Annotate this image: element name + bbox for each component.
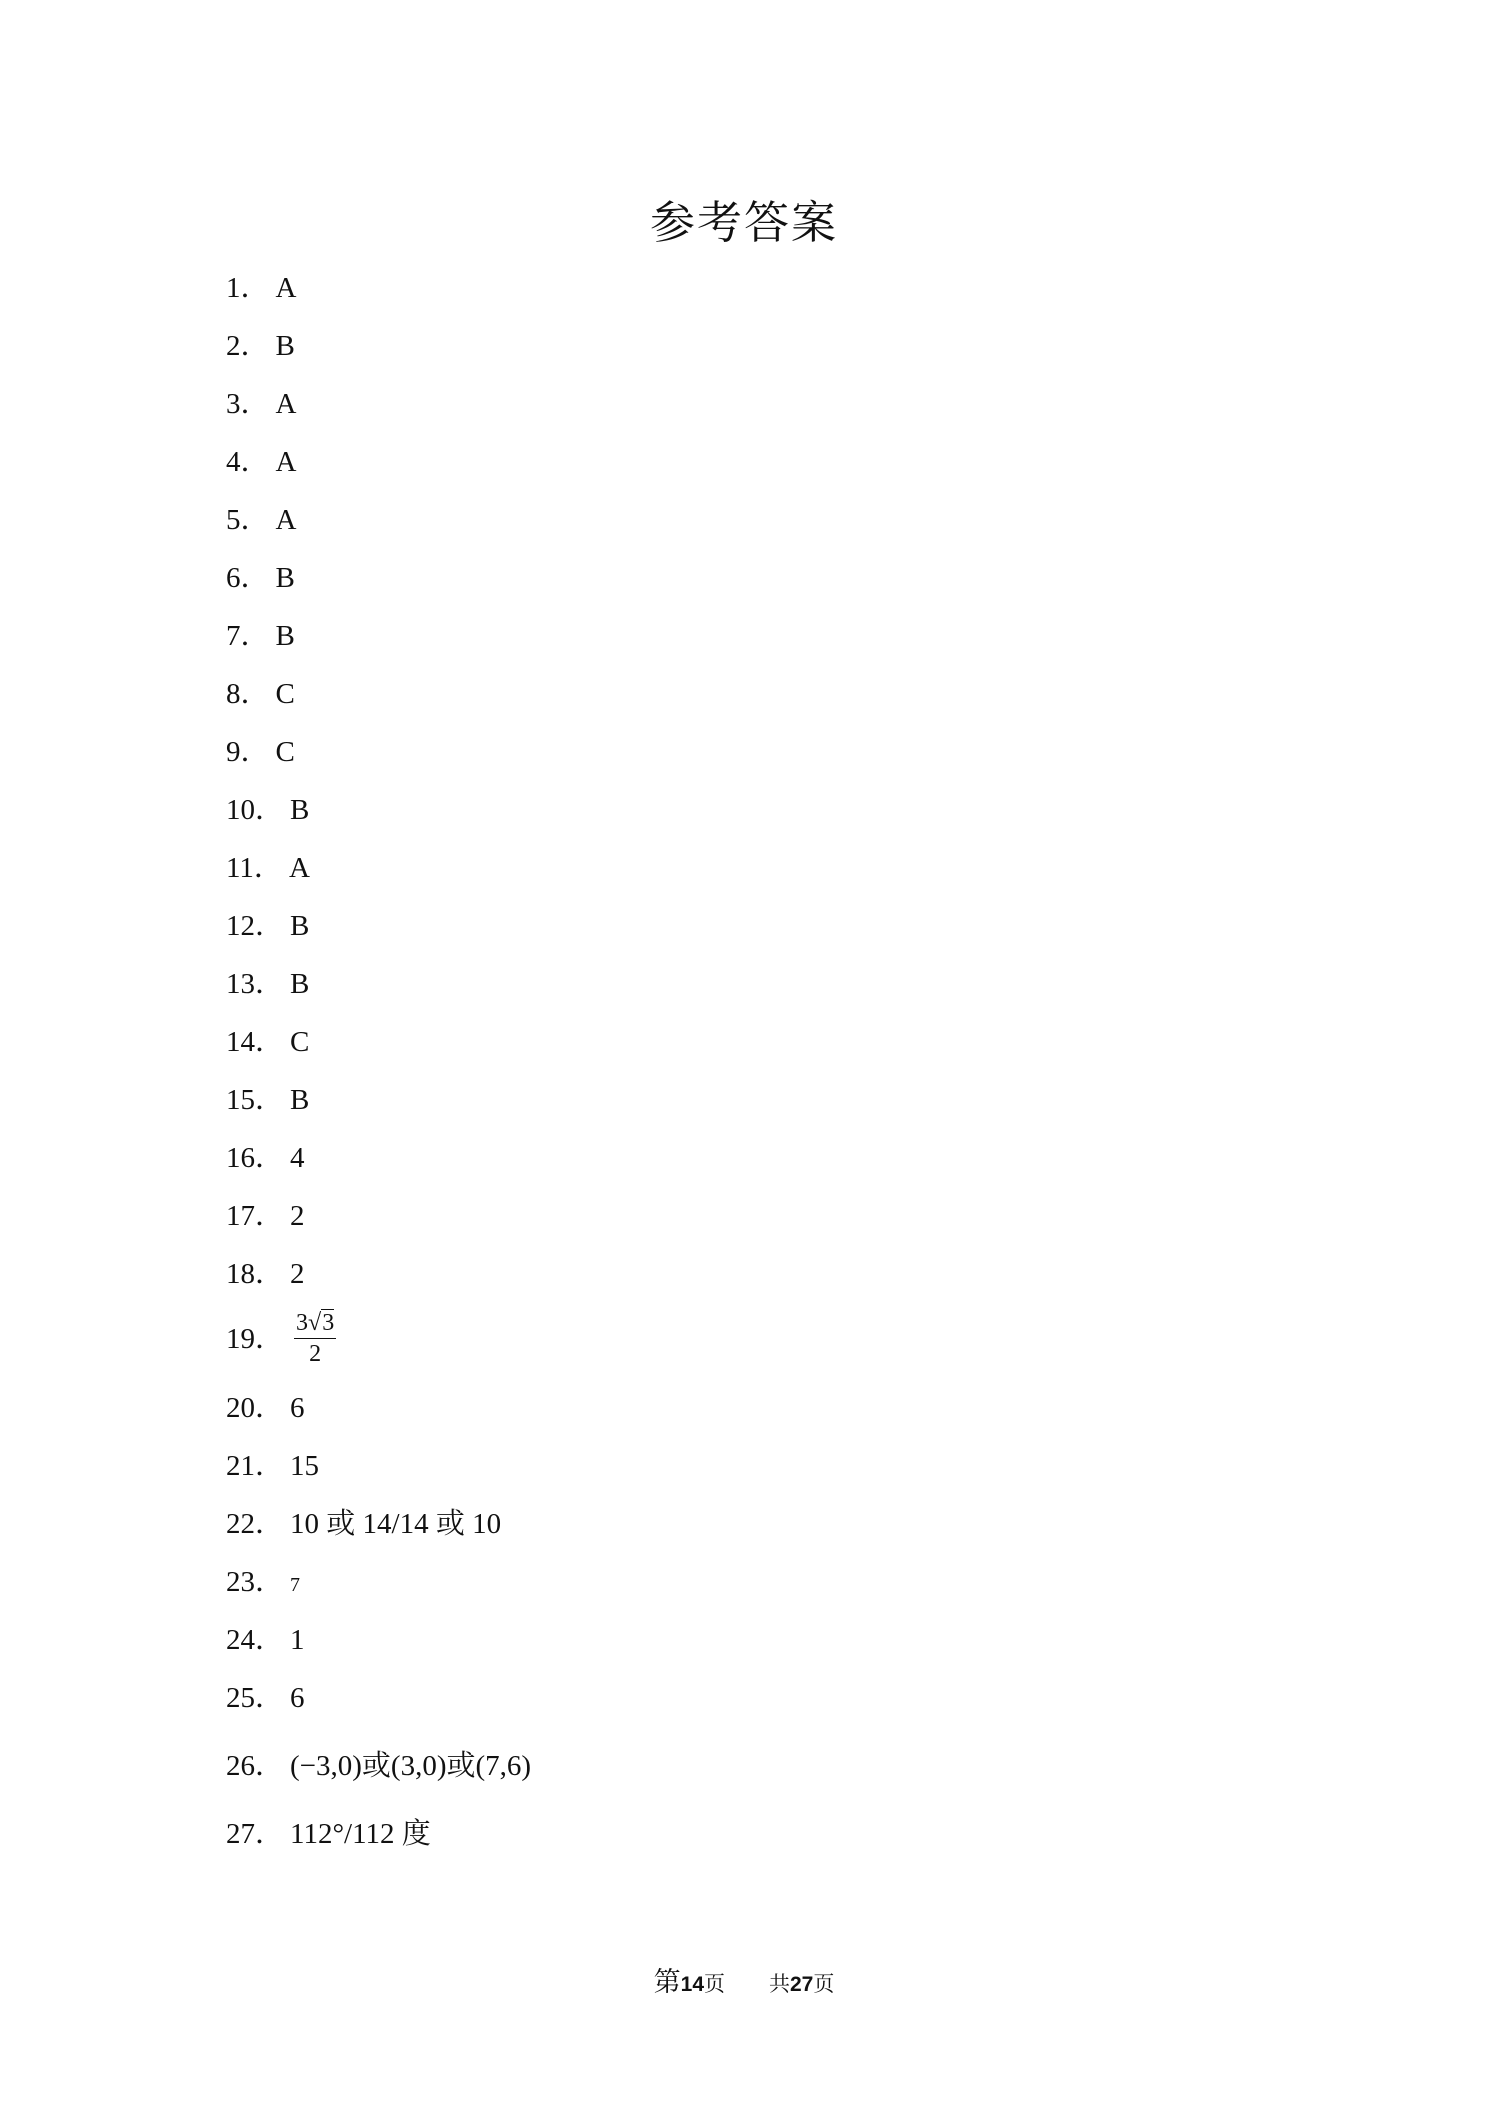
answer-item <box>226 910 309 942</box>
footer-total-pages: 27 <box>790 1973 814 1996</box>
answer-value: B <box>275 562 295 594</box>
answer-item <box>226 504 296 536</box>
answer-number: 5． <box>226 504 270 536</box>
fraction-denominator: 2 <box>309 1341 322 1367</box>
answer-value: 7 <box>290 1574 301 1596</box>
answer-item <box>226 1750 531 1782</box>
answer-item <box>226 1682 305 1714</box>
answer-number: 10． <box>226 794 285 826</box>
answer-number: 3． <box>226 388 270 420</box>
answer-value: C <box>275 678 295 710</box>
answer-number: 27． <box>226 1818 285 1850</box>
answer-item <box>226 968 309 1000</box>
footer-total-prefix: 共 <box>769 1972 790 1996</box>
numerator-radicand: 3 <box>322 1310 335 1336</box>
answer-item <box>226 1310 336 1367</box>
answer-item <box>226 736 295 768</box>
answer-number: 19． <box>226 1322 285 1355</box>
answer-item <box>226 1200 305 1232</box>
answer-number: 26． <box>226 1750 285 1782</box>
answer-number: 13． <box>226 968 285 1000</box>
answer-item <box>226 1508 501 1540</box>
answer-number: 17． <box>226 1200 285 1232</box>
answer-value: B <box>275 330 295 362</box>
answer-item <box>226 1084 309 1116</box>
answer-value: 6 <box>290 1392 305 1424</box>
answer-value: B <box>290 1084 310 1116</box>
answer-value: B <box>275 620 295 652</box>
answer-value: 112°/112 度 <box>290 1818 431 1850</box>
answer-number: 20． <box>226 1392 285 1424</box>
answer-value: 6 <box>290 1682 305 1714</box>
answer-item <box>226 1392 305 1424</box>
answer-number: 23． <box>226 1566 285 1598</box>
answer-item <box>226 1450 319 1482</box>
answer-number: 14． <box>226 1026 285 1058</box>
answer-value: 4 <box>290 1142 305 1174</box>
answer-number: 8． <box>226 678 270 710</box>
answer-item <box>226 1566 300 1601</box>
answer-value: C <box>275 736 295 768</box>
answer-value: C <box>290 1026 310 1058</box>
answer-item <box>226 852 310 884</box>
answer-value: A <box>275 388 297 420</box>
answer-item <box>226 620 295 652</box>
footer-page-prefix: 第 <box>653 1967 681 1998</box>
numerator-coefficient: 3 <box>296 1310 309 1336</box>
answer-value: A <box>275 504 297 536</box>
answer-value: 2 <box>290 1200 305 1232</box>
answer-item <box>226 1258 305 1290</box>
answer-number: 18． <box>226 1258 285 1290</box>
answer-item <box>226 446 296 478</box>
answer-item <box>226 1818 431 1850</box>
answer-item <box>226 562 295 594</box>
answer-number: 11． <box>226 852 283 884</box>
footer-page-suffix: 页 <box>704 1972 725 1996</box>
answer-value: 2 <box>290 1258 305 1290</box>
fraction-numerator: 3√3 <box>294 1310 336 1339</box>
answer-value: (−3,0)或(3,0)或(7,6) <box>290 1750 532 1782</box>
answer-item <box>226 388 296 420</box>
answer-number: 7． <box>226 620 270 652</box>
answer-item <box>226 272 296 304</box>
answer-number: 22． <box>226 1508 285 1540</box>
answer-value: 15 <box>290 1450 320 1482</box>
answer-item <box>226 678 295 710</box>
answer-number: 25． <box>226 1682 285 1714</box>
answer-number: 9． <box>226 736 270 768</box>
answer-number: 2． <box>226 330 270 362</box>
answer-value: B <box>290 968 310 1000</box>
answer-number: 16． <box>226 1142 285 1174</box>
answer-value: A <box>288 852 310 884</box>
answer-number: 6． <box>226 562 270 594</box>
answer-item <box>226 1026 309 1058</box>
answer-item <box>226 330 295 362</box>
fraction <box>294 1310 336 1367</box>
answer-number: 15． <box>226 1084 285 1116</box>
answer-value: B <box>290 910 310 942</box>
page-footer <box>0 1960 1488 1999</box>
footer-total-suffix: 页 <box>813 1972 835 1996</box>
answer-number: 4． <box>226 446 270 478</box>
answer-item <box>226 794 309 826</box>
page-title: 参考答案 <box>649 196 838 249</box>
answer-value: A <box>275 446 297 478</box>
answer-number: 24． <box>226 1624 285 1656</box>
answer-number: 12． <box>226 910 285 942</box>
answer-value: B <box>290 794 310 826</box>
answer-item <box>226 1624 305 1656</box>
answer-number: 21． <box>226 1450 285 1482</box>
answer-value: 1 <box>290 1624 305 1656</box>
footer-page-number: 14 <box>680 1973 704 1996</box>
answer-number: 1． <box>226 272 270 304</box>
answer-value: 10 或 14/14 或 10 <box>290 1508 502 1540</box>
answer-value: A <box>275 272 297 304</box>
answer-item <box>226 1142 305 1174</box>
